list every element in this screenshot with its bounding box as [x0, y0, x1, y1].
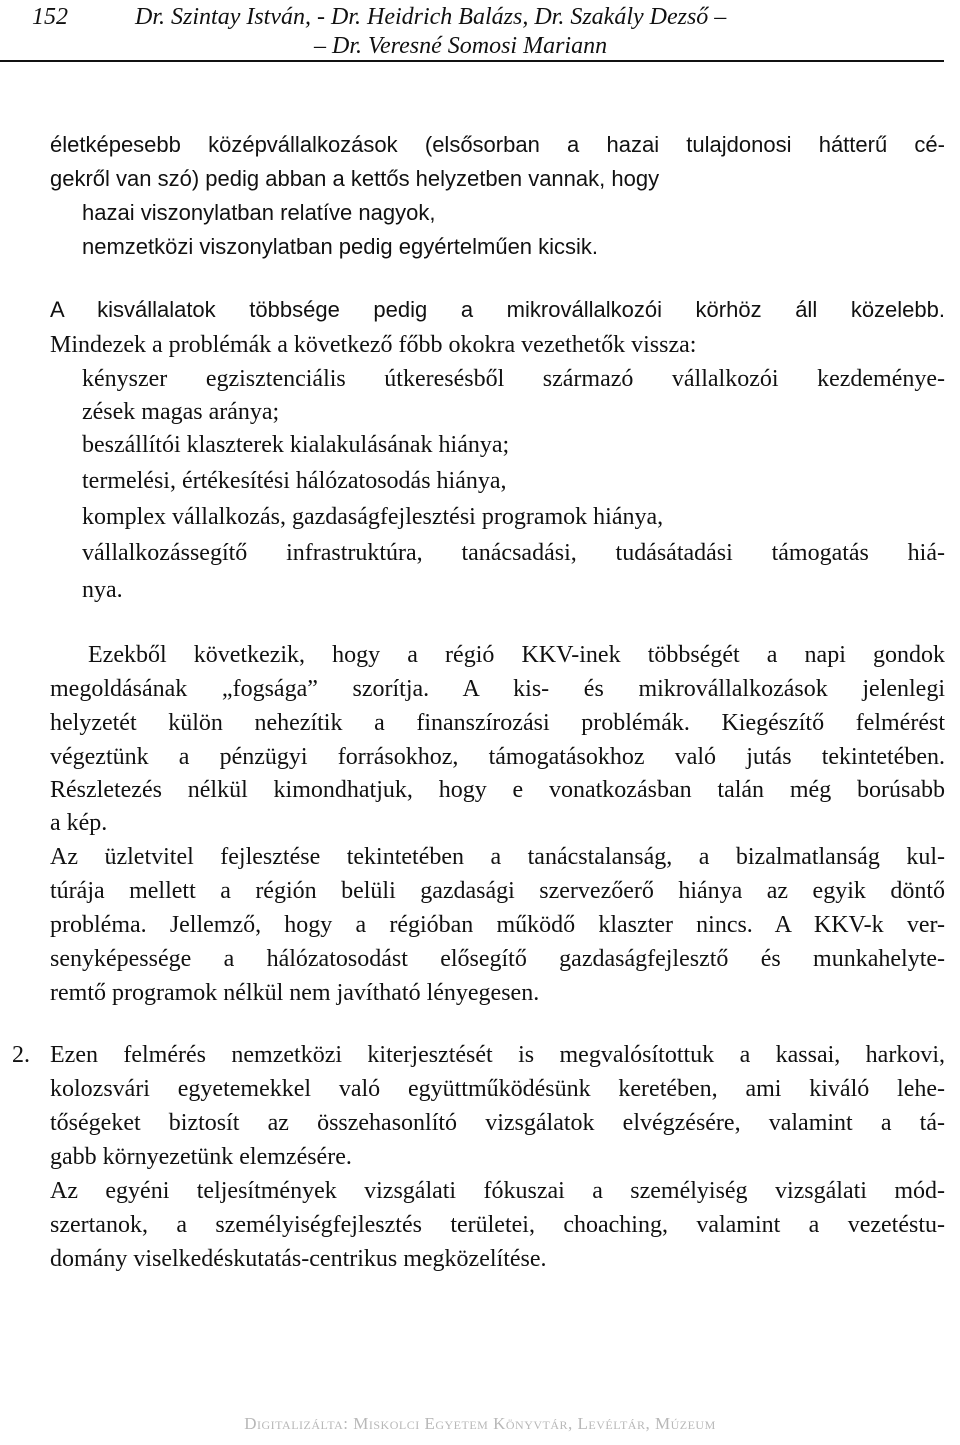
text-line: probléma. Jellemző, hogy a régióban működő klaszter nincs. A KKV-k ver-: [50, 912, 945, 938]
page-header: [0, 0, 960, 60]
text-line: senyképessége a hálózatosodást elősegítő gazdaságfejlesztő és munkahelyte-: [50, 946, 945, 972]
text-line: Részletezés nélkül kimondhatjuk, hogy e vonatkozásban talán még borúsabb: [50, 777, 945, 803]
list-line: zések magas aránya;: [82, 399, 280, 425]
text-line: domány viselkedéskutatás-centrikus megközelítése.: [50, 1246, 547, 1272]
text-line: a kép.: [50, 810, 108, 836]
text-line: Ezekből következik, hogy a régió KKV-inek többségét a napi gondok: [88, 642, 945, 668]
list-line: termelési, értékesítési hálózatosodás hiánya,: [82, 468, 507, 494]
text-line: Az üzletvitel fejlesztése tekintetében a tanácstalanság, a bizalmatlanság kul-: [50, 844, 945, 870]
text-line: kolozsvári egyetemekkel való együttműködésünk keretében, ami kiváló lehe-: [50, 1076, 945, 1102]
text-line: Mindezek a problémák a következő főbb okokra vezethetők vissza:: [50, 332, 697, 358]
list-line: komplex vállalkozás, gazdaságfejlesztési programok hiánya,: [82, 504, 664, 530]
text-line: A kisvállalatok többsége pedig a mikrovállalkozói körhöz áll közelebb.: [50, 297, 945, 322]
text-line: Ezen felmérés nemzetközi kiterjesztését is megvalósítottuk a kassai, harkovi,: [50, 1042, 945, 1068]
text-line: gekről van szó) pedig abban a kettős helyzetben vannak, hogy: [50, 166, 660, 191]
text-line: megoldásának „fogsága” szorítja. A kis- és mikrovállalkozások jelenlegi: [50, 676, 945, 702]
text-line: hazai viszonylatban relatíve nagyok,: [82, 200, 436, 225]
text-line: Az egyéni teljesítmények vizsgálati fókuszai a személyiség vizsgálati mód-: [50, 1178, 945, 1204]
text-line: remtő programok nélkül nem javítható lényegesen.: [50, 980, 540, 1006]
text-line: helyzetét külön nehezítik a finanszírozási problémák. Kiegészítő felmérést: [50, 710, 945, 736]
list-line: beszállítói klaszterek kialakulásának hiánya;: [82, 432, 510, 458]
text-line: túrája mellett a régión belüli gazdasági szervezőerő hiánya az egyik döntő: [50, 878, 945, 904]
text-line: szertanok, a személyiségfejlesztés területei, choaching, valamint a vezetéstu-: [50, 1212, 945, 1238]
running-head-authors: Dr. Szintay István, - Dr. Heidrich Balázs, Dr. Szakály Dezső –: [135, 4, 727, 30]
text-line: életképesebb középvállalkozások (elsősorban a hazai tulajdonosi hátterű cé-: [50, 132, 945, 157]
list-line: vállalkozássegítő infrastruktúra, tanácsadási, tudásátadási támogatás hiá-: [82, 540, 945, 566]
text-line: tőségeket biztosít az összehasonlító vizsgálatok elvégzésére, valamint a tá-: [50, 1110, 945, 1136]
text-line: nemzetközi viszonylatban pedig egyértelműen kicsik.: [82, 234, 599, 259]
digitization-footer: Digitalizálta: Miskolci Egyetem Könyvtár, Levéltár, Múzeum: [244, 1414, 716, 1433]
text-line: végeztünk a pénzügyi forrásokhoz, támogatásokhoz való jutás tekintetében.: [50, 744, 945, 770]
text-line: gabb környezetünk elemzésére.: [50, 1144, 352, 1170]
header-rule: [0, 60, 944, 62]
page-number: 152: [32, 4, 68, 30]
list-number: 2.: [12, 1042, 30, 1068]
list-line: nya.: [82, 577, 123, 603]
running-head-authors-continued: – Dr. Veresné Somosi Mariann: [314, 33, 608, 59]
list-line: kényszer egzisztenciális útkeresésből származó vállalkozói kezdeménye-: [82, 366, 945, 392]
